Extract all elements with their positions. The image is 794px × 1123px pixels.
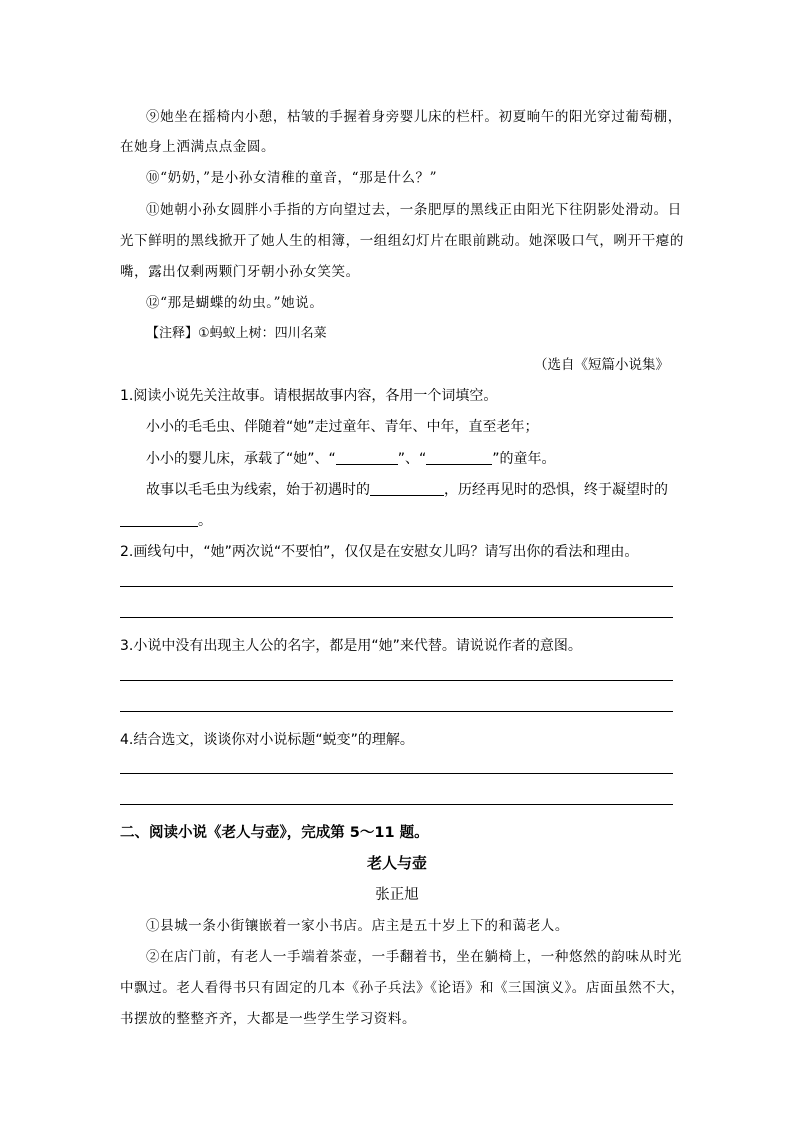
footnote: 【注释】①蚂蚁上树：四川名菜 [146,326,327,341]
question-1-line-3 [146,479,668,499]
section-2-heading: 二、阅读小说《老人与壶》，完成第 5～11 题。 [120,825,429,841]
source-citation: （选自《短篇小说集》 [534,357,669,373]
question-1-line-2-part-c: ”的童年。 [492,451,556,467]
story-paragraph-11-line-3: 嘴，露出仅剩两颗门牙朝小孙女笑笑。 [120,264,360,280]
question-1-line-4 [120,510,212,530]
question-1-line-1: 小小的毛毛虫、伴随着“她”走过童年、青年、中年，直至老年； [146,419,539,435]
story-paragraph-11-line-1: ⑪她朝小孙女圆胖小手指的方向望过去，一条肥厚的黑线正由阳光下往阴影处滑动。日 [146,202,682,218]
section-2-paragraph-2-line-2: 中飘过。老人看得书只有固定的几本《孙子兵法》《论语》和《三国演义》。店面虽然不大， [120,980,685,996]
fill-blank-3[interactable] [370,481,444,496]
fill-blank-4[interactable] [120,512,198,527]
question-1-line-2-part-b: ”、“ [397,451,427,467]
answer-line-q2-2[interactable] [120,617,673,618]
answer-line-q4-2[interactable] [120,804,673,805]
story-paragraph-12: ⑫“那是蝴蝶的幼虫。”她说。 [146,295,324,311]
fill-blank-2[interactable] [426,450,492,465]
story-paragraph-11-line-2: 光下鲜明的黑线掀开了她人生的相簿，一组组幻灯片在眼前跳动。她深吸口气，咧开干瘪的 [120,233,684,249]
answer-line-q3-2[interactable] [120,711,673,712]
story-paragraph-10: ⑩“奶奶，”是小孙女清稚的童音，“那是什么？” [146,170,438,186]
answer-line-q2-1[interactable] [120,586,673,587]
section-2-paragraph-2-line-1: ②在店门前，有老人一手端着茶壶，一手翻着书，坐在躺椅上，一种悠然的韵味从时光 [146,949,682,965]
story-title: 老人与壶 [366,854,427,872]
question-1-line-3-part-b: ，历经再见时的恐惧，终于凝望时的 [444,482,668,498]
story-paragraph-9-line-2: 在她身上洒满点点金圆。 [120,139,276,155]
answer-line-q4-1[interactable] [120,773,673,774]
answer-line-q3-1[interactable] [120,680,673,681]
question-4: 4.结合选文，谈谈你对小说标题“蜕变”的理解。 [120,732,414,748]
story-author: 张正旭 [375,887,419,903]
question-3: 3.小说中没有出现主人公的名字，都是用“她”来代替。请说说作者的意图。 [120,638,582,654]
question-2: 2.画线句中，“她”两次说“不要怕”，仅仅是在安慰女儿吗？请写出你的看法和理由。 [120,544,639,560]
question-1-line-2-part-a: 小小的婴儿床，承载了“她”、“ [146,451,336,467]
question-1-line-4-end: 。 [198,513,212,529]
fill-blank-1[interactable] [336,450,398,465]
question-1-stem: 1.阅读小说先关注故事。请根据故事内容，各用一个词填空。 [120,388,498,404]
story-paragraph-9-line-1: ⑨她坐在摇椅内小憩，枯皱的手握着身旁婴儿床的栏杆。初夏晌午的阳光穿过葡萄棚， [146,109,682,125]
question-1-line-3-part-a: 故事以毛毛虫为线索，始于初遇时的 [146,482,370,498]
section-2-paragraph-1: ①县城一条小街镶嵌着一家小书店。店主是五十岁上下的和蔼老人。 [146,918,569,934]
question-1-line-2 [146,448,556,468]
section-2-paragraph-2-line-3: 书摆放的整整齐齐，大都是一些学生学习资料。 [120,1011,417,1027]
